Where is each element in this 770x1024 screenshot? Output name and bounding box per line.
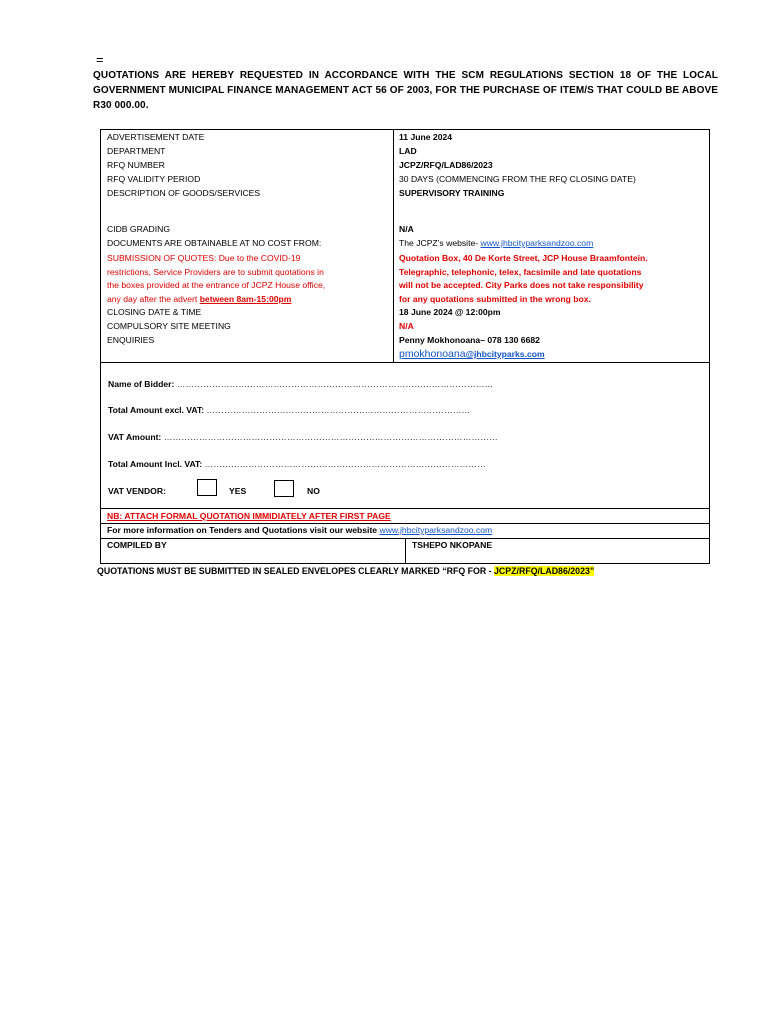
- submission-value-line: for any quotations submitted in the wrong box.: [399, 293, 591, 304]
- advertisement-date-label: ADVERTISEMENT DATE: [107, 132, 205, 142]
- rfq-number-label: RFQ NUMBER: [107, 160, 165, 170]
- documents-label: DOCUMENTS ARE OBTAINABLE AT NO COST FROM:: [107, 238, 322, 248]
- submission-value: [399, 252, 648, 306]
- email-domain: @jhbcityparks.com: [465, 349, 545, 359]
- more-info-text: [107, 525, 492, 535]
- cidb-label: CIDB GRADING: [107, 224, 171, 234]
- dotted-line: ……………………………………………………………………………………………………: [163, 432, 498, 442]
- rfq-number-value: JCPZ/RFQ/LAD86/2023: [399, 160, 493, 170]
- submission-label: [107, 252, 325, 306]
- divider-line: [101, 523, 709, 524]
- footer-highlight: JCPZ/RFQ/LAD86/2023”: [494, 566, 595, 576]
- submission-label-line: the boxes provided at the entrance of JCPZ House office,: [107, 280, 326, 290]
- documents-text: The JCPZ’s website-: [399, 238, 481, 248]
- site-meeting-label: COMPULSORY SITE MEETING: [107, 321, 231, 331]
- documents-value: [399, 238, 593, 248]
- website-link[interactable]: www.jhbcityparksandzoo.com: [480, 238, 594, 248]
- rfq-table: [100, 129, 710, 564]
- column-divider: [393, 130, 394, 362]
- footer-text: QUOTATIONS MUST BE SUBMITTED IN SEALED ENVELOPES CLEARLY MARKED “RFQ FOR -: [97, 566, 495, 576]
- amount-excl-field[interactable]: [108, 405, 470, 415]
- cidb-value: N/A: [399, 224, 414, 234]
- submission-value-line: Quotation Box, 40 De Korte Street, JCP House Braamfontein.: [399, 253, 648, 263]
- site-meeting-value: N/A: [399, 321, 414, 331]
- more-info-link[interactable]: www.jhbcityparksandzoo.com: [379, 525, 493, 535]
- enquiries-label: ENQUIRIES: [107, 335, 155, 345]
- dotted-line: ………………………………………………………………………………: [206, 405, 471, 415]
- yes-checkbox[interactable]: [197, 479, 217, 496]
- dotted-line: ………………………………………………………………………………………………: [176, 379, 494, 389]
- description-label: DESCRIPTION OF GOODS/SERVICES: [107, 188, 261, 198]
- compiled-label: COMPILED BY: [107, 540, 167, 550]
- department-value: LAD: [399, 146, 417, 156]
- footer-instruction: [97, 566, 594, 576]
- department-label: DEPARTMENT: [107, 146, 166, 156]
- email-user: pmokhonoana: [399, 348, 466, 360]
- submission-label-line: restrictions, Service Providers are to submit quotations in: [107, 266, 324, 277]
- closing-value: 18 June 2024 @ 12:00pm: [399, 307, 501, 317]
- compiled-value: TSHEPO NKOPANE: [412, 540, 493, 550]
- nb-note: NB: ATTACH FORMAL QUOTATION IMMIDIATELY AFTER FIRST PAGE: [107, 511, 391, 521]
- submission-label-text: any day after the advert: [107, 293, 200, 304]
- equals-mark: =: [96, 52, 104, 67]
- more-info-label: For more information on Tenders and Quotations visit our website: [107, 525, 380, 535]
- enquiries-value: Penny Mokhonoana– 078 130 6682: [399, 335, 540, 345]
- amount-excl-label: Total Amount excl. VAT:: [108, 405, 205, 415]
- submission-label-line: [107, 293, 325, 307]
- description-value: SUPERVISORY TRAINING: [399, 188, 505, 198]
- amount-incl-field[interactable]: [108, 459, 486, 469]
- submission-value-line: will not be accepted. City Parks does not take responsibility: [399, 280, 644, 290]
- vat-amount-field[interactable]: [108, 432, 498, 442]
- no-label: NO: [307, 486, 320, 496]
- submission-hours: between 8am-15:00pm: [199, 293, 292, 304]
- vat-vendor-label: VAT VENDOR:: [108, 486, 166, 496]
- bidder-name-field[interactable]: [108, 379, 493, 389]
- bidder-name-label: Name of Bidder:: [108, 379, 175, 389]
- divider-line: [101, 508, 709, 509]
- closing-label: CLOSING DATE & TIME: [107, 307, 202, 317]
- no-checkbox[interactable]: [274, 480, 294, 497]
- intro-paragraph: QUOTATIONS ARE HEREBY REQUESTED IN ACCORDANCE WITH THE SCM REGULATIONS SECTION 18 OF THE LOCAL GOVERNMENT MUNICIPAL FINANCE MANAGEMENT ACT 56 OF 2003, FOR THE PURCHASE OF ITEM/S THAT COULD BE ABOVE R30 000.00.: [93, 70, 718, 111]
- divider-line: [101, 362, 709, 363]
- enquiries-email[interactable]: [399, 348, 545, 360]
- amount-incl-label: Total Amount Incl. VAT:: [108, 459, 203, 469]
- submission-label-line: SUBMISSION OF QUOTES: Due to the COVID-19: [107, 253, 301, 263]
- submission-value-line: Telegraphic, telephonic, telex, facsimile and late quotations: [399, 266, 642, 277]
- dotted-line: ……………………………………………………………………………………: [204, 459, 486, 469]
- compiled-divider: [405, 538, 406, 564]
- vat-amount-label: VAT Amount:: [108, 432, 162, 442]
- validity-label: RFQ VALIDITY PERIOD: [107, 174, 201, 184]
- advertisement-date-value: 11 June 2024: [399, 132, 453, 142]
- validity-value: 30 DAYS (COMMENCING FROM THE RFQ CLOSING DATE): [399, 174, 636, 184]
- yes-label: YES: [229, 486, 247, 496]
